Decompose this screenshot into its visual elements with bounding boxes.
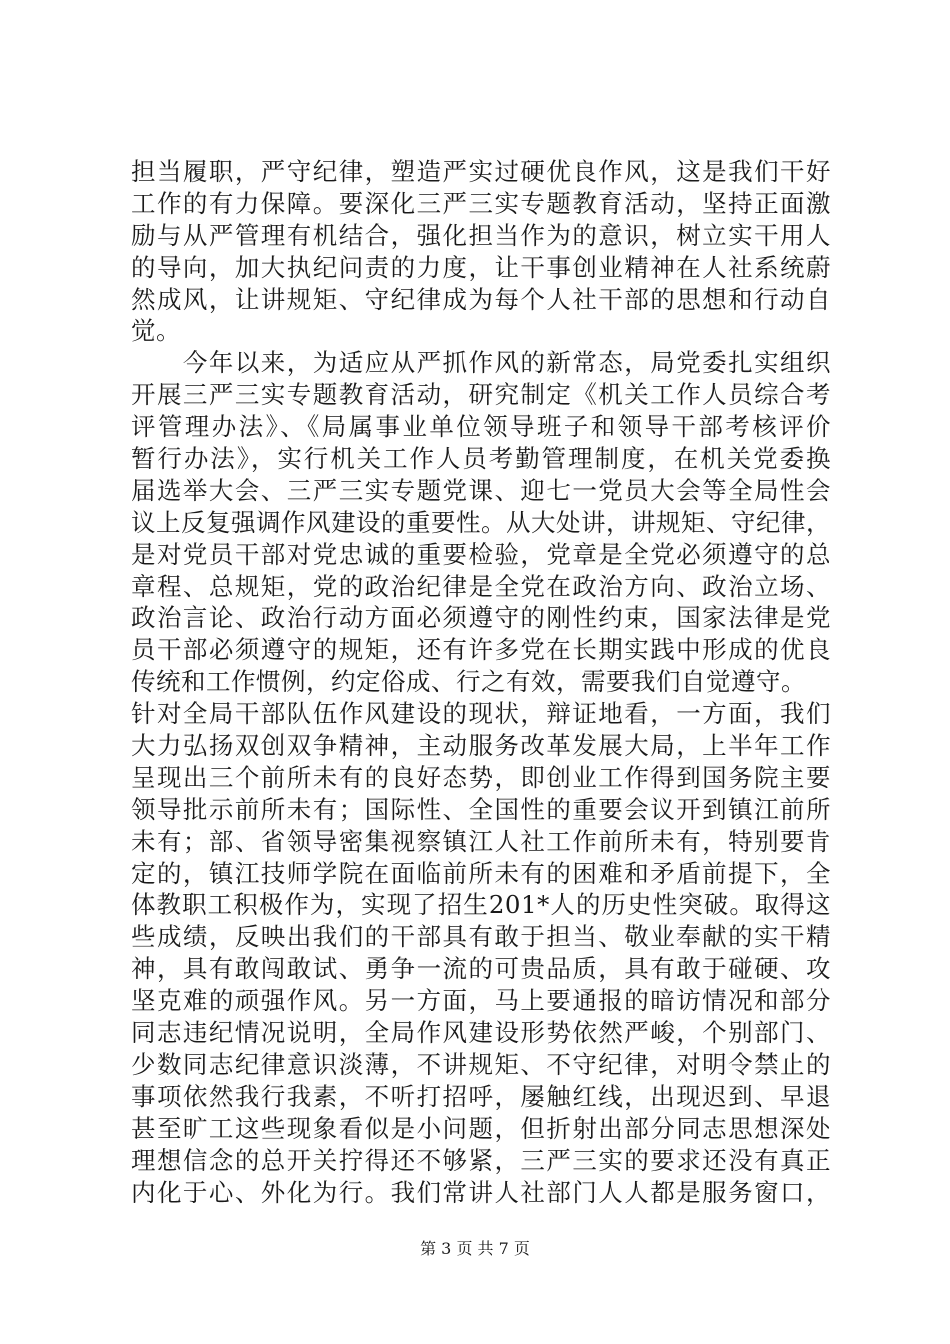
text-line: 领导批示前所未有；国际性、全国性的重要会议开到镇江前所 [131, 794, 831, 824]
text-line: 励与从严管理有机结合，强化担当作为的意识，树立实干用人 [131, 220, 831, 250]
text-line: 议上反复强调作风建设的重要性。从大处讲，讲规矩、守纪律， [131, 507, 831, 537]
text-line: 的导向，加大执纪问责的力度，让干事创业精神在人社系统蔚 [131, 252, 831, 282]
text-line: 理想信念的总开关拧得还不够紧，三严三实的要求还没有真正 [131, 1145, 831, 1175]
text-line: 未有；部、省领导密集视察镇江人社工作前所未有，特别要肯 [131, 826, 831, 856]
text-line: 届选举大会、三严三实专题党课、迎七一党员大会等全局性会 [131, 475, 831, 505]
text-line: 体教职工积极作为，实现了招生201*人的历史性突破。取得这 [131, 890, 831, 920]
text-line: 评管理办法》、《局属事业单位领导班子和领导干部考核评价 [131, 412, 831, 442]
text-line: 担当履职，严守纪律，塑造严实过硬优良作风，这是我们干好 [131, 157, 831, 186]
text-line: 传统和工作惯例，约定俗成、行之有效，需要我们自觉遵守。 [131, 667, 806, 697]
text-line: 内化于心、外化为行。我们常讲人社部门人人都是服务窗口， [131, 1177, 831, 1207]
text-line: 事项依然我行我素，不听打招呼，屡触红线，出现迟到、早退 [131, 1081, 831, 1111]
text-line: 针对全局干部队伍作风建设的现状，辩证地看，一方面，我们 [131, 699, 831, 729]
text-line: 呈现出三个前所未有的良好态势，即创业工作得到国务院主要 [131, 762, 831, 792]
text-line: 同志违纪情况说明，全局作风建设形势依然严峻，个别部门、 [131, 1018, 831, 1048]
text-line: 开展三严三实专题教育活动，研究制定《机关工作人员综合考 [131, 380, 831, 410]
text-line: 定的，镇江技师学院在面临前所未有的困难和矛盾前提下，全 [131, 858, 831, 888]
body-text [131, 156, 831, 1208]
text-line: 大力弘扬双创双争精神，主动服务改革发展大局，上半年工作 [131, 731, 831, 761]
text-line: 工作的有力保障。要深化三严三实专题教育活动，坚持正面激 [131, 188, 831, 218]
page-number: 第 3 页 共 7 页 [420, 1239, 530, 1258]
text-line: 神，具有敢闯敢试、勇争一流的可贵品质，具有敢于碰硬、攻 [131, 954, 831, 984]
text-line: 今年以来，为适应从严抓作风的新常态，局党委扎实组织 [131, 348, 831, 378]
text-line: 政治言论、政治行动方面必须遵守的刚性约束，国家法律是党 [131, 603, 831, 633]
text-line: 坚克难的顽强作风。另一方面，马上要通报的暗访情况和部分 [131, 986, 831, 1016]
text-line: 些成绩，反映出我们的干部具有敢于担当、敬业奉献的实干精 [131, 922, 831, 952]
text-line: 员干部必须遵守的规矩，还有许多党在长期实践中形成的优良 [131, 635, 831, 665]
text-line: 是对党员干部对党忠诚的重要检验，党章是全党必须遵守的总 [131, 539, 831, 569]
text-line: 少数同志纪律意识淡薄，不讲规矩、不守纪律，对明令禁止的 [131, 1049, 831, 1079]
text-line: 暂行办法》，实行机关工作人员考勤管理制度，在机关党委换 [131, 444, 831, 474]
text-line: 甚至旷工这些现象看似是小问题，但折射出部分同志思想深处 [131, 1113, 831, 1143]
text-line: 然成风，让讲规矩、守纪律成为每个人社干部的思想和行动自 [131, 284, 831, 314]
text-line: 觉。 [131, 316, 181, 346]
text-line: 章程、总规矩，党的政治纪律是全党在政治方向、政治立场、 [131, 571, 831, 601]
